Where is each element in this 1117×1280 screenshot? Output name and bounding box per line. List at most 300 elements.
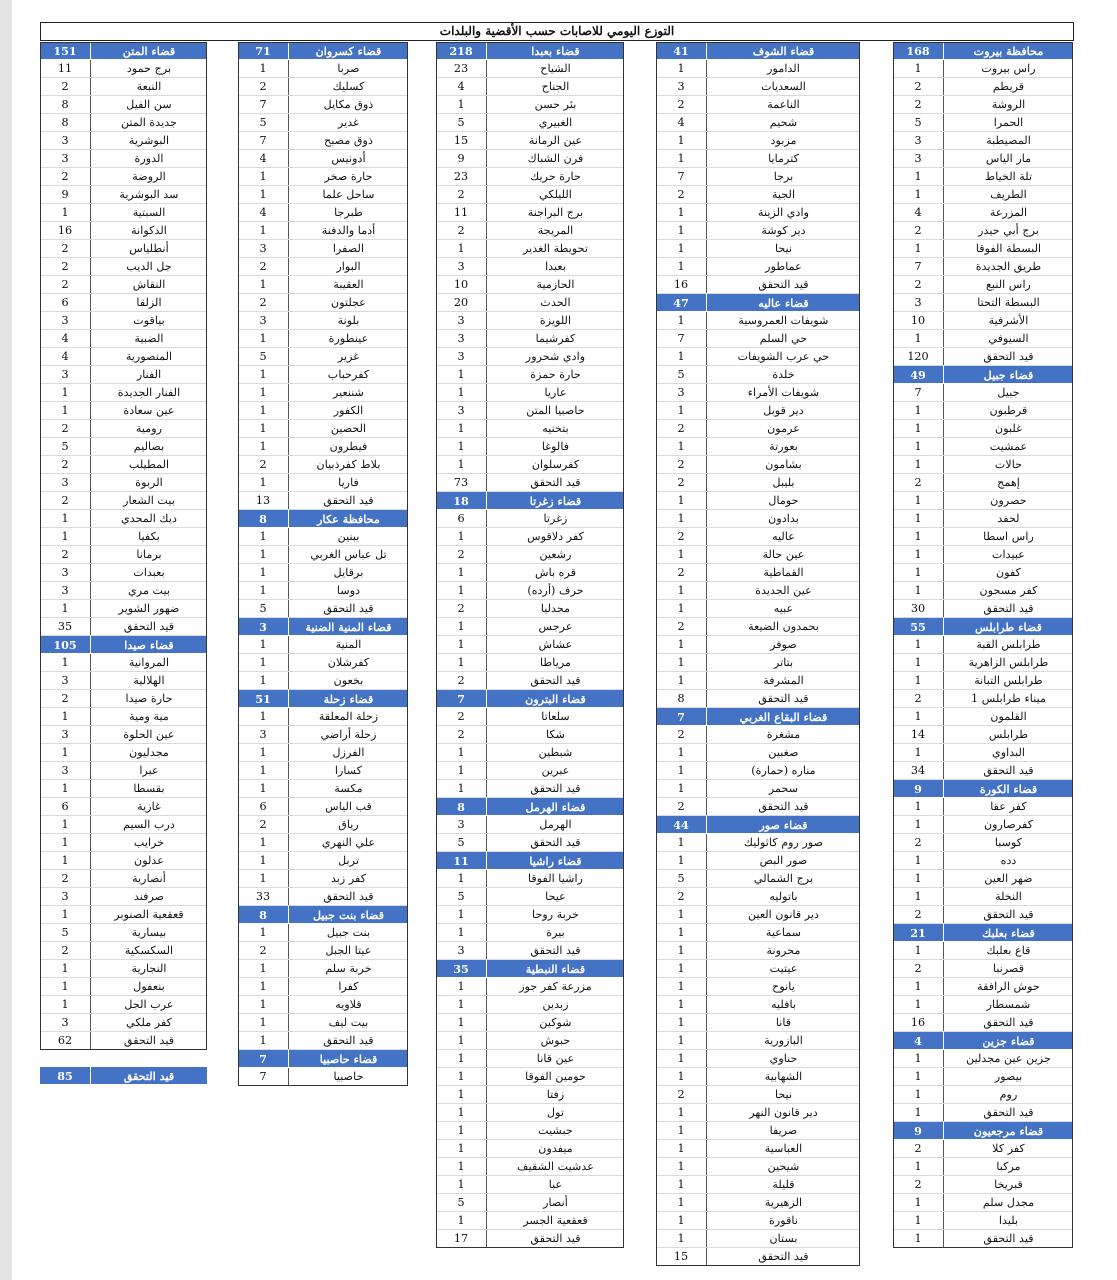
row-label: حومال <box>768 494 799 507</box>
table-row <box>893 942 1073 960</box>
row-label: مية ومية <box>129 710 169 723</box>
row-value: 5 <box>436 1194 487 1211</box>
row-value: 1 <box>40 834 91 851</box>
table-row <box>436 222 624 240</box>
row-value: 8 <box>656 690 707 707</box>
table-row <box>893 960 1073 978</box>
table-row <box>893 996 1073 1014</box>
table-row <box>40 816 207 834</box>
table-row <box>656 996 860 1014</box>
row-label: فاريا <box>338 476 359 489</box>
district-header-row <box>893 42 1073 60</box>
table-row <box>656 780 860 798</box>
table-row <box>436 240 624 258</box>
district-name: قضاء راشيا <box>529 854 582 868</box>
row-value: 1 <box>893 402 944 419</box>
row-label: الهرمل <box>539 818 572 831</box>
table-row <box>893 222 1073 240</box>
row-value: 1 <box>40 852 91 869</box>
row-label: عيتيت <box>769 962 798 975</box>
row-value: 1 <box>238 996 289 1013</box>
table-row <box>436 816 624 834</box>
row-label: المصيطبة <box>986 134 1031 147</box>
row-label: صربا <box>337 62 360 75</box>
row-label: الكفور <box>333 404 364 417</box>
row-label: كسارا <box>334 764 363 777</box>
table-row <box>436 780 624 798</box>
row-label: كفرشيما <box>535 332 576 345</box>
row-value: 1 <box>436 438 487 455</box>
row-label: تل عباس الغربي <box>310 548 387 561</box>
table-row <box>238 1068 408 1086</box>
district-header-row <box>436 492 624 510</box>
row-label: الزلقا <box>136 296 162 309</box>
row-label: عبيدات <box>992 548 1025 561</box>
row-label: عيتا الجبل <box>325 944 372 957</box>
row-value: 15 <box>436 132 487 149</box>
row-value: 1 <box>893 708 944 725</box>
row-label: السكسكية <box>124 944 174 957</box>
table-row <box>436 1068 624 1086</box>
row-value: 2 <box>40 420 91 437</box>
row-value: 1 <box>656 1194 707 1211</box>
district-header-row <box>893 1032 1073 1050</box>
table-row <box>40 294 207 312</box>
table-row <box>238 60 408 78</box>
row-label: قعقعية الصنوبر <box>114 908 184 921</box>
row-value: 1 <box>238 186 289 203</box>
row-value: 2 <box>238 942 289 959</box>
row-value: 3 <box>436 402 487 419</box>
table-row <box>436 1176 624 1194</box>
district-total: 55 <box>893 618 944 635</box>
table-row <box>656 168 860 186</box>
table-row <box>40 420 207 438</box>
table-row <box>893 1014 1073 1032</box>
row-value: 16 <box>656 276 707 293</box>
district-name: قضاء جبيل <box>983 368 1034 382</box>
table-row <box>238 186 408 204</box>
row-value: 1 <box>893 528 944 545</box>
row-label: مجدليون <box>129 746 169 759</box>
row-label: بيت مري <box>128 584 170 597</box>
table-row <box>40 978 207 996</box>
table-row <box>436 1158 624 1176</box>
row-label: لحفد <box>997 512 1020 525</box>
row-label: الأشرفية <box>988 314 1029 327</box>
row-label: درب السيم <box>123 818 175 831</box>
table-row <box>40 510 207 528</box>
table-row <box>238 276 408 294</box>
row-label: قيد التحقق <box>983 350 1034 363</box>
row-label: ذوق مصبح <box>324 134 373 147</box>
row-label: بيت الشعار <box>123 494 175 507</box>
table-row <box>656 1158 860 1176</box>
row-label: كفرا <box>338 980 359 993</box>
row-value: 1 <box>436 96 487 113</box>
row-label: بيت ليف <box>328 1016 369 1029</box>
table-row <box>436 420 624 438</box>
row-label: الغبيري <box>538 116 573 129</box>
row-label: البسطة الفوقا <box>975 242 1042 255</box>
row-label: سن الفيل <box>126 98 172 111</box>
row-value: 6 <box>40 798 91 815</box>
district-name: قضاء طرابلس <box>975 620 1042 634</box>
row-value: 1 <box>656 1014 707 1031</box>
row-label: غازية <box>137 800 161 813</box>
table-row <box>40 744 207 762</box>
row-label: قرطبون <box>989 404 1028 417</box>
row-value: 1 <box>893 240 944 257</box>
row-label: الحصين <box>330 422 367 435</box>
row-value: 2 <box>893 834 944 851</box>
table-row <box>656 78 860 96</box>
row-value: 2 <box>238 258 289 275</box>
row-value: 5 <box>893 114 944 131</box>
table-row <box>238 348 408 366</box>
row-value: 2 <box>238 78 289 95</box>
district-header-row <box>893 366 1073 384</box>
table-row <box>656 402 860 420</box>
row-label: قره باش <box>534 566 577 579</box>
table-row <box>656 978 860 996</box>
row-label: برج أبي حيدر <box>978 224 1039 237</box>
row-label: قيد التحقق <box>983 602 1034 615</box>
table-row <box>436 1230 624 1248</box>
row-label: البسطة التحتا <box>977 296 1040 309</box>
table-row <box>893 1086 1073 1104</box>
row-value: 7 <box>893 384 944 401</box>
row-value: 1 <box>656 1068 707 1085</box>
table-row <box>656 960 860 978</box>
row-label: سحمر <box>768 782 799 795</box>
row-value: 13 <box>238 492 289 509</box>
row-label: بيرة <box>546 926 565 939</box>
district-total: 7 <box>238 1050 289 1067</box>
row-value: 7 <box>656 330 707 347</box>
table-row <box>893 204 1073 222</box>
row-label: قصرنبا <box>992 962 1025 975</box>
row-value: 35 <box>40 618 91 635</box>
table-row <box>436 906 624 924</box>
row-value: 1 <box>656 852 707 869</box>
table-row <box>436 672 624 690</box>
row-value: 8 <box>40 114 91 131</box>
row-value: 2 <box>40 492 91 509</box>
row-value: 1 <box>893 1158 944 1175</box>
row-value: 3 <box>40 312 91 329</box>
table-row <box>436 564 624 582</box>
row-value: 1 <box>893 1212 944 1229</box>
row-label: صرفند <box>133 890 165 903</box>
table-row <box>893 870 1073 888</box>
row-value: 17 <box>436 1230 487 1247</box>
district-total: 4 <box>893 1032 944 1049</box>
row-label: ضهور الشوير <box>118 602 180 615</box>
row-label: خرايب <box>133 836 165 849</box>
table-row <box>656 1230 860 1248</box>
row-label: الدكوانة <box>131 224 167 237</box>
row-label: السعديات <box>761 80 806 93</box>
row-value: 1 <box>40 204 91 221</box>
row-label: المنية <box>335 638 362 651</box>
row-label: خربة روحا <box>532 908 579 921</box>
row-label: بشامون <box>765 458 802 471</box>
row-label: طرابلس <box>988 728 1029 741</box>
row-label: قب الياس <box>325 800 372 813</box>
row-label: العباسية <box>764 1142 803 1155</box>
table-row <box>656 1122 860 1140</box>
table-row <box>656 456 860 474</box>
row-label: بعبدا <box>545 260 566 273</box>
row-label: ناقورة <box>769 1214 798 1227</box>
row-value: 1 <box>238 582 289 599</box>
row-label: كفر عقا <box>990 800 1027 813</box>
row-label: زغرتا <box>543 512 568 525</box>
row-label: حوش الرافقة <box>977 980 1040 993</box>
table-row <box>656 600 860 618</box>
row-value: 1 <box>656 924 707 941</box>
district-total: 168 <box>893 42 944 59</box>
table-row <box>436 1086 624 1104</box>
row-label: ضهر العين <box>984 872 1033 885</box>
row-label: صوفر <box>770 638 797 651</box>
row-label: الفنار الجديدة <box>117 386 181 399</box>
district-name: قضاء الكورة <box>979 782 1038 796</box>
row-value: 1 <box>893 1050 944 1067</box>
row-label: القلمون <box>990 710 1027 723</box>
row-label: بافليه <box>771 998 796 1011</box>
table-row <box>656 222 860 240</box>
row-value: 1 <box>238 960 289 977</box>
row-value: 1 <box>656 780 707 797</box>
table-row <box>656 348 860 366</box>
row-label: حارة حريك <box>530 170 581 183</box>
row-label: قيد التحقق <box>983 1106 1034 1119</box>
table-row <box>893 762 1073 780</box>
row-value: 5 <box>40 924 91 941</box>
row-label: عجلتون <box>331 296 366 309</box>
row-value: 1 <box>656 60 707 77</box>
table-row <box>656 834 860 852</box>
table-row <box>238 960 408 978</box>
table-row <box>656 726 860 744</box>
table-row <box>436 1122 624 1140</box>
row-value: 1 <box>656 204 707 221</box>
row-value: 1 <box>893 672 944 689</box>
table-row <box>40 708 207 726</box>
table-row <box>656 636 860 654</box>
table-row <box>893 564 1073 582</box>
table-row <box>893 1212 1073 1230</box>
row-value: 1 <box>436 456 487 473</box>
row-value: 11 <box>436 204 487 221</box>
table-row <box>238 870 408 888</box>
row-value: 1 <box>656 1122 707 1139</box>
table-row <box>238 402 408 420</box>
row-value: 62 <box>40 1032 91 1049</box>
row-label: نيحا <box>774 1088 793 1101</box>
row-value: 5 <box>238 600 289 617</box>
district-name: قضاء بعبدا <box>531 44 580 58</box>
row-label: قيد التحقق <box>758 1250 809 1263</box>
row-value: 1 <box>893 564 944 581</box>
row-label: شويفات الأمراء <box>747 386 820 399</box>
row-label: ذوق مكايل <box>323 98 374 111</box>
table-row <box>40 798 207 816</box>
table-row <box>40 906 207 924</box>
table-row <box>40 1067 207 1085</box>
row-value: 1 <box>436 636 487 653</box>
row-value: 1 <box>893 60 944 77</box>
row-label: الفنار <box>136 368 162 381</box>
district-total: 8 <box>238 906 289 923</box>
table-row <box>893 636 1073 654</box>
row-label: الفرزل <box>332 746 365 759</box>
table-row <box>436 870 624 888</box>
row-label: مجدل سلم <box>982 1196 1035 1209</box>
row-value: 3 <box>656 384 707 401</box>
row-value: 4 <box>238 204 289 221</box>
table-row <box>436 726 624 744</box>
row-label: القماطية <box>763 566 804 579</box>
row-value: 1 <box>893 654 944 671</box>
row-value: 1 <box>656 744 707 761</box>
row-value: 2 <box>40 546 91 563</box>
row-value: 1 <box>238 168 289 185</box>
row-label: قيد التحقق <box>123 1034 175 1047</box>
row-label: قيد التحقق <box>530 476 581 489</box>
row-label: قيد التحقق <box>758 278 809 291</box>
row-label: مزرعة كفر جوز <box>519 980 592 993</box>
row-label: حناوي <box>769 1052 798 1065</box>
table-row <box>656 1050 860 1068</box>
table-row <box>40 654 207 672</box>
district-name: قضاء زغرتا <box>529 494 582 508</box>
row-label: برجا <box>773 170 794 183</box>
table-row <box>40 456 207 474</box>
row-value: 3 <box>40 150 91 167</box>
row-label: حي السلم <box>759 332 808 345</box>
table-row <box>893 1068 1073 1086</box>
table-row <box>656 510 860 528</box>
row-label: زحلة المعلقة <box>318 710 379 723</box>
row-label: مناره (حمارة) <box>751 764 816 777</box>
row-label: عبرا <box>139 764 159 777</box>
table-row <box>656 186 860 204</box>
row-label: زفتا <box>546 1088 565 1101</box>
row-value: 1 <box>238 60 289 77</box>
table-row <box>893 1158 1073 1176</box>
row-label: قريطم <box>992 80 1025 93</box>
row-label: رومية <box>135 422 163 435</box>
table-row <box>893 168 1073 186</box>
table-row <box>893 312 1073 330</box>
row-label: تلة الخياط <box>984 170 1033 183</box>
row-label: صور روم كاثوليك <box>743 836 824 849</box>
row-label: ببنين <box>337 530 360 543</box>
table-row <box>656 96 860 114</box>
table-row <box>893 600 1073 618</box>
page-edge-shadow <box>0 0 12 1280</box>
row-value: 2 <box>893 276 944 293</box>
table-row <box>40 114 207 132</box>
district-total: 9 <box>893 1122 944 1139</box>
table-row <box>436 186 624 204</box>
row-value: 3 <box>40 366 91 383</box>
row-value: 20 <box>436 294 487 311</box>
district-name: قضاء عاليه <box>758 296 809 310</box>
table-row <box>436 708 624 726</box>
table-row <box>40 150 207 168</box>
table-row <box>238 114 408 132</box>
row-value: 2 <box>238 456 289 473</box>
table-row <box>40 1032 207 1050</box>
row-label: غزير <box>337 350 360 363</box>
row-label: مار الياس <box>985 152 1032 165</box>
table-column-beirut-jbeil-tripoli <box>893 42 1073 1248</box>
table-row <box>436 546 624 564</box>
table-row <box>656 1014 860 1032</box>
table-row <box>656 564 860 582</box>
table-row <box>656 618 860 636</box>
row-label: عمشيت <box>989 440 1028 453</box>
row-label: بتاتر <box>773 656 794 669</box>
table-row <box>656 654 860 672</box>
row-value: 1 <box>238 564 289 581</box>
row-value: 2 <box>436 708 487 725</box>
table-row <box>656 546 860 564</box>
table-row <box>656 150 860 168</box>
table-row <box>656 366 860 384</box>
row-value: 1 <box>656 996 707 1013</box>
table-row <box>40 258 207 276</box>
table-row <box>893 456 1073 474</box>
table-row <box>238 762 408 780</box>
table-row <box>893 276 1073 294</box>
table-row <box>40 996 207 1014</box>
row-label: الصفرا <box>332 242 365 255</box>
table-row <box>656 1068 860 1086</box>
row-value: 23 <box>436 60 487 77</box>
row-label: كفر زبد <box>330 872 367 885</box>
table-row <box>40 438 207 456</box>
table-row <box>893 978 1073 996</box>
row-value: 2 <box>40 78 91 95</box>
table-row <box>238 528 408 546</box>
row-value: 1 <box>238 744 289 761</box>
row-label: المروانية <box>128 656 170 669</box>
table-row <box>436 942 624 960</box>
district-name: قضاء زحلة <box>323 692 374 706</box>
row-label: البداوي <box>991 746 1026 759</box>
table-row <box>238 474 408 492</box>
table-column-chouf-aley-tyre <box>656 42 860 1266</box>
table-row <box>40 132 207 150</box>
row-label: قيد التحقق <box>530 782 581 795</box>
row-label: ميفدون <box>538 1142 573 1155</box>
row-value: 3 <box>436 330 487 347</box>
row-label: البوار <box>336 260 361 273</box>
table-row <box>40 492 207 510</box>
table-column-metn-saida <box>40 42 207 1050</box>
row-label: كفرحباب <box>327 368 370 381</box>
district-header-row <box>893 924 1073 942</box>
row-label: عاريا <box>544 386 567 399</box>
row-value: 1 <box>893 978 944 995</box>
row-value: 2 <box>656 618 707 635</box>
table-row <box>893 60 1073 78</box>
